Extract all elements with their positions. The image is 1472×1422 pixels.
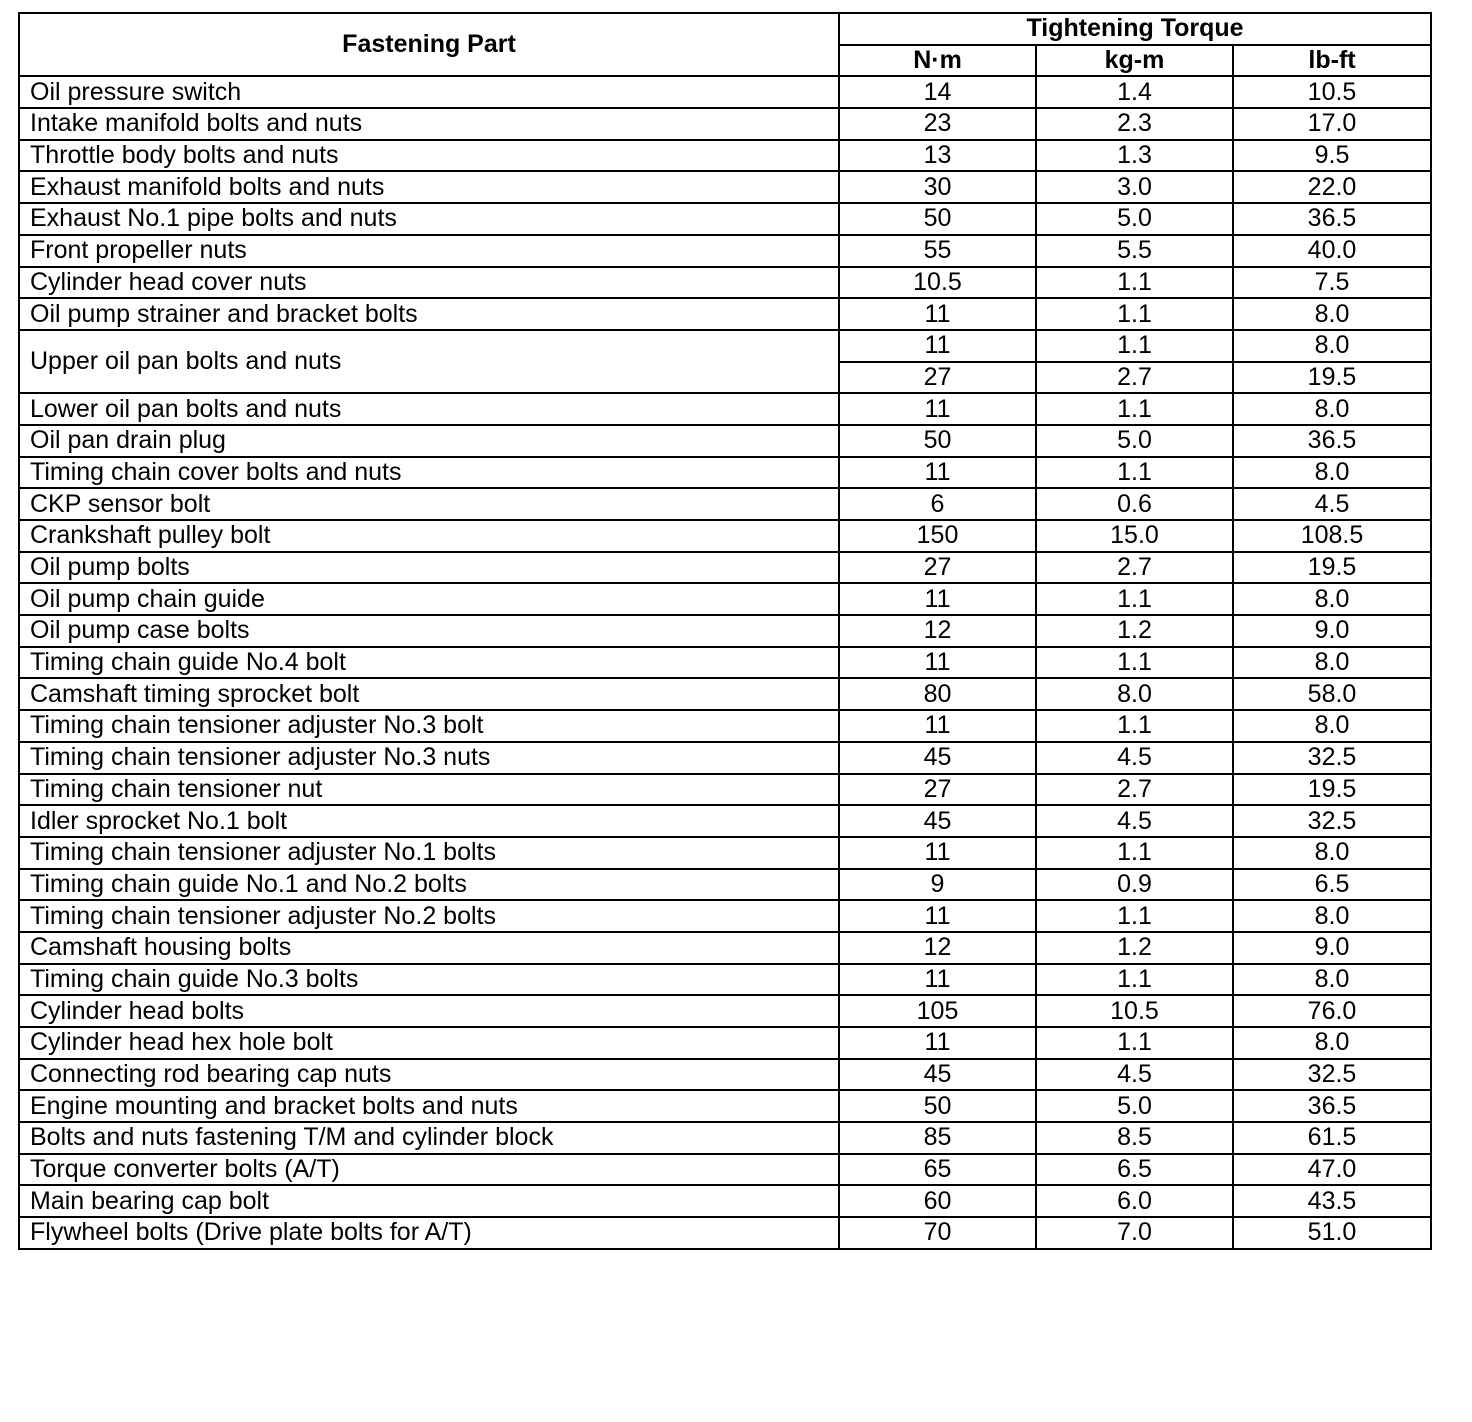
torque-kgm-cell: 1.1 [1036,393,1233,425]
torque-lbft-cell: 9.0 [1233,932,1431,964]
torque-nm-cell: 11 [839,710,1036,742]
torque-nm-cell: 70 [839,1217,1036,1249]
torque-kgm-cell: 5.0 [1036,1090,1233,1122]
fastening-part-cell: Timing chain tensioner adjuster No.2 bolts [19,900,839,932]
torque-lbft-cell: 19.5 [1233,362,1431,394]
torque-nm-cell: 27 [839,362,1036,394]
unit-header-lbft: lb-ft [1233,45,1431,77]
fastening-part-cell: Front propeller nuts [19,235,839,267]
table-row [19,267,1431,299]
torque-lbft-cell: 61.5 [1233,1122,1431,1154]
torque-kgm-cell: 1.2 [1036,932,1233,964]
torque-nm-cell: 11 [839,837,1036,869]
table-row [19,1185,1431,1217]
torque-lbft-cell: 8.0 [1233,900,1431,932]
torque-nm-cell: 11 [839,647,1036,679]
fastening-part-cell: Cylinder head cover nuts [19,267,839,299]
torque-lbft-cell: 8.0 [1233,710,1431,742]
table-row [19,171,1431,203]
torque-lbft-cell: 32.5 [1233,742,1431,774]
torque-nm-cell: 9 [839,869,1036,901]
torque-nm-cell: 14 [839,76,1036,108]
torque-lbft-cell: 19.5 [1233,774,1431,806]
torque-lbft-cell: 8.0 [1233,837,1431,869]
table-row [19,900,1431,932]
torque-kgm-cell: 15.0 [1036,520,1233,552]
torque-nm-cell: 11 [839,298,1036,330]
torque-kgm-cell: 1.1 [1036,330,1233,362]
fastening-part-cell: Torque converter bolts (A/T) [19,1154,839,1186]
tightening-torque-header: Tightening Torque [839,13,1431,45]
fastening-part-cell: Timing chain tensioner adjuster No.3 bolt [19,710,839,742]
torque-lbft-cell: 36.5 [1233,1090,1431,1122]
table-header [19,13,1431,76]
torque-nm-cell: 30 [839,171,1036,203]
fastening-part-header: Fastening Part [19,13,839,76]
torque-nm-cell: 12 [839,615,1036,647]
fastening-part-cell: Oil pressure switch [19,76,839,108]
table-row [19,869,1431,901]
torque-nm-cell: 11 [839,457,1036,489]
torque-nm-cell: 11 [839,900,1036,932]
torque-lbft-cell: 8.0 [1233,330,1431,362]
header-row-top [19,13,1431,45]
table-row [19,235,1431,267]
torque-kgm-cell: 6.5 [1036,1154,1233,1186]
table-row [19,932,1431,964]
torque-kgm-cell: 1.1 [1036,964,1233,996]
torque-kgm-cell: 4.5 [1036,805,1233,837]
torque-nm-cell: 55 [839,235,1036,267]
torque-nm-cell: 23 [839,108,1036,140]
torque-lbft-cell: 8.0 [1233,964,1431,996]
torque-nm-cell: 45 [839,742,1036,774]
torque-lbft-cell: 8.0 [1233,298,1431,330]
table-row [19,678,1431,710]
fastening-part-cell: Oil pump chain guide [19,583,839,615]
torque-nm-cell: 105 [839,995,1036,1027]
torque-nm-cell: 50 [839,425,1036,457]
torque-kgm-cell: 1.1 [1036,583,1233,615]
torque-lbft-cell: 51.0 [1233,1217,1431,1249]
table-row [19,488,1431,520]
fastening-part-cell: Oil pump strainer and bracket bolts [19,298,839,330]
torque-lbft-cell: 22.0 [1233,171,1431,203]
torque-kgm-cell: 2.7 [1036,774,1233,806]
table-row [19,457,1431,489]
table-row [19,552,1431,584]
table-row [19,837,1431,869]
torque-nm-cell: 85 [839,1122,1036,1154]
torque-kgm-cell: 4.5 [1036,1059,1233,1091]
torque-lbft-cell: 108.5 [1233,520,1431,552]
table-row [19,1217,1431,1249]
torque-kgm-cell: 8.5 [1036,1122,1233,1154]
torque-lbft-cell: 32.5 [1233,1059,1431,1091]
table-row [19,108,1431,140]
table-row [19,330,1431,362]
torque-nm-cell: 65 [839,1154,1036,1186]
torque-kgm-cell: 1.1 [1036,457,1233,489]
torque-lbft-cell: 8.0 [1233,393,1431,425]
table-row [19,298,1431,330]
fastening-part-cell: Camshaft housing bolts [19,932,839,964]
torque-kgm-cell: 8.0 [1036,678,1233,710]
table-row [19,393,1431,425]
torque-nm-cell: 11 [839,393,1036,425]
torque-nm-cell: 11 [839,964,1036,996]
torque-kgm-cell: 5.0 [1036,425,1233,457]
torque-kgm-cell: 1.1 [1036,298,1233,330]
torque-lbft-cell: 32.5 [1233,805,1431,837]
table-row [19,774,1431,806]
torque-kgm-cell: 0.6 [1036,488,1233,520]
table-row [19,583,1431,615]
table-row [19,1090,1431,1122]
table-row [19,995,1431,1027]
table-row [19,742,1431,774]
torque-lbft-cell: 9.0 [1233,615,1431,647]
table-row [19,1154,1431,1186]
torque-kgm-cell: 5.0 [1036,203,1233,235]
fastening-part-cell: Cylinder head bolts [19,995,839,1027]
torque-nm-cell: 60 [839,1185,1036,1217]
torque-nm-cell: 50 [839,203,1036,235]
fastening-part-cell: Bolts and nuts fastening T/M and cylinder block [19,1122,839,1154]
unit-header-nm: N·m [839,45,1036,77]
torque-kgm-cell: 1.1 [1036,900,1233,932]
torque-nm-cell: 10.5 [839,267,1036,299]
torque-nm-cell: 11 [839,330,1036,362]
torque-kgm-cell: 2.7 [1036,362,1233,394]
table-row [19,805,1431,837]
fastening-part-cell: Flywheel bolts (Drive plate bolts for A/T) [19,1217,839,1249]
torque-kgm-cell: 10.5 [1036,995,1233,1027]
table-row [19,1059,1431,1091]
torque-lbft-cell: 8.0 [1233,1027,1431,1059]
torque-lbft-cell: 4.5 [1233,488,1431,520]
fastening-part-cell: Oil pump case bolts [19,615,839,647]
table-row [19,964,1431,996]
fastening-part-cell: Upper oil pan bolts and nuts [19,330,839,393]
torque-kgm-cell: 1.1 [1036,837,1233,869]
fastening-part-cell: Crankshaft pulley bolt [19,520,839,552]
table-row [19,615,1431,647]
torque-kgm-cell: 0.9 [1036,869,1233,901]
torque-kgm-cell: 1.1 [1036,267,1233,299]
torque-lbft-cell: 76.0 [1233,995,1431,1027]
torque-lbft-cell: 8.0 [1233,647,1431,679]
torque-nm-cell: 6 [839,488,1036,520]
torque-nm-cell: 50 [839,1090,1036,1122]
torque-kgm-cell: 2.3 [1036,108,1233,140]
fastening-part-cell: Camshaft timing sprocket bolt [19,678,839,710]
fastening-part-cell: Oil pump bolts [19,552,839,584]
fastening-part-cell: Timing chain tensioner adjuster No.1 bolts [19,837,839,869]
fastening-part-cell: CKP sensor bolt [19,488,839,520]
table-row [19,203,1431,235]
torque-kgm-cell: 1.2 [1036,615,1233,647]
torque-lbft-cell: 19.5 [1233,552,1431,584]
torque-lbft-cell: 17.0 [1233,108,1431,140]
torque-nm-cell: 11 [839,583,1036,615]
torque-lbft-cell: 43.5 [1233,1185,1431,1217]
torque-lbft-cell: 47.0 [1233,1154,1431,1186]
fastening-part-cell: Timing chain guide No.3 bolts [19,964,839,996]
table-row [19,76,1431,108]
fastening-part-cell: Engine mounting and bracket bolts and nuts [19,1090,839,1122]
torque-table [18,12,1432,1250]
torque-kgm-cell: 1.1 [1036,710,1233,742]
torque-lbft-cell: 9.5 [1233,140,1431,172]
torque-nm-cell: 45 [839,805,1036,837]
fastening-part-cell: Main bearing cap bolt [19,1185,839,1217]
unit-header-kgm: kg-m [1036,45,1233,77]
table-row [19,710,1431,742]
table-row [19,1027,1431,1059]
torque-lbft-cell: 40.0 [1233,235,1431,267]
torque-lbft-cell: 58.0 [1233,678,1431,710]
fastening-part-cell: Lower oil pan bolts and nuts [19,393,839,425]
fastening-part-cell: Exhaust manifold bolts and nuts [19,171,839,203]
fastening-part-cell: Timing chain guide No.1 and No.2 bolts [19,869,839,901]
torque-nm-cell: 45 [839,1059,1036,1091]
fastening-part-cell: Timing chain guide No.4 bolt [19,647,839,679]
torque-kgm-cell: 1.3 [1036,140,1233,172]
fastening-part-cell: Connecting rod bearing cap nuts [19,1059,839,1091]
torque-lbft-cell: 8.0 [1233,457,1431,489]
fastening-part-cell: Intake manifold bolts and nuts [19,108,839,140]
fastening-part-cell: Oil pan drain plug [19,425,839,457]
table-row [19,425,1431,457]
torque-nm-cell: 13 [839,140,1036,172]
fastening-part-cell: Timing chain tensioner adjuster No.3 nuts [19,742,839,774]
table-row [19,520,1431,552]
torque-kgm-cell: 5.5 [1036,235,1233,267]
torque-kgm-cell: 6.0 [1036,1185,1233,1217]
fastening-part-cell: Exhaust No.1 pipe bolts and nuts [19,203,839,235]
torque-nm-cell: 11 [839,1027,1036,1059]
torque-kgm-cell: 1.1 [1036,647,1233,679]
torque-nm-cell: 27 [839,552,1036,584]
torque-kgm-cell: 2.7 [1036,552,1233,584]
torque-nm-cell: 80 [839,678,1036,710]
table-row [19,647,1431,679]
torque-nm-cell: 150 [839,520,1036,552]
torque-kgm-cell: 1.4 [1036,76,1233,108]
torque-kgm-cell: 7.0 [1036,1217,1233,1249]
fastening-part-cell: Throttle body bolts and nuts [19,140,839,172]
torque-kgm-cell: 1.1 [1036,1027,1233,1059]
torque-lbft-cell: 8.0 [1233,583,1431,615]
fastening-part-cell: Idler sprocket No.1 bolt [19,805,839,837]
torque-lbft-cell: 36.5 [1233,203,1431,235]
fastening-part-cell: Timing chain cover bolts and nuts [19,457,839,489]
table-body [19,76,1431,1248]
table-row [19,1122,1431,1154]
torque-lbft-cell: 6.5 [1233,869,1431,901]
torque-kgm-cell: 4.5 [1036,742,1233,774]
torque-lbft-cell: 7.5 [1233,267,1431,299]
fastening-part-cell: Timing chain tensioner nut [19,774,839,806]
fastening-part-cell: Cylinder head hex hole bolt [19,1027,839,1059]
torque-lbft-cell: 36.5 [1233,425,1431,457]
torque-kgm-cell: 3.0 [1036,171,1233,203]
torque-lbft-cell: 10.5 [1233,76,1431,108]
table-row [19,140,1431,172]
torque-nm-cell: 27 [839,774,1036,806]
torque-nm-cell: 12 [839,932,1036,964]
